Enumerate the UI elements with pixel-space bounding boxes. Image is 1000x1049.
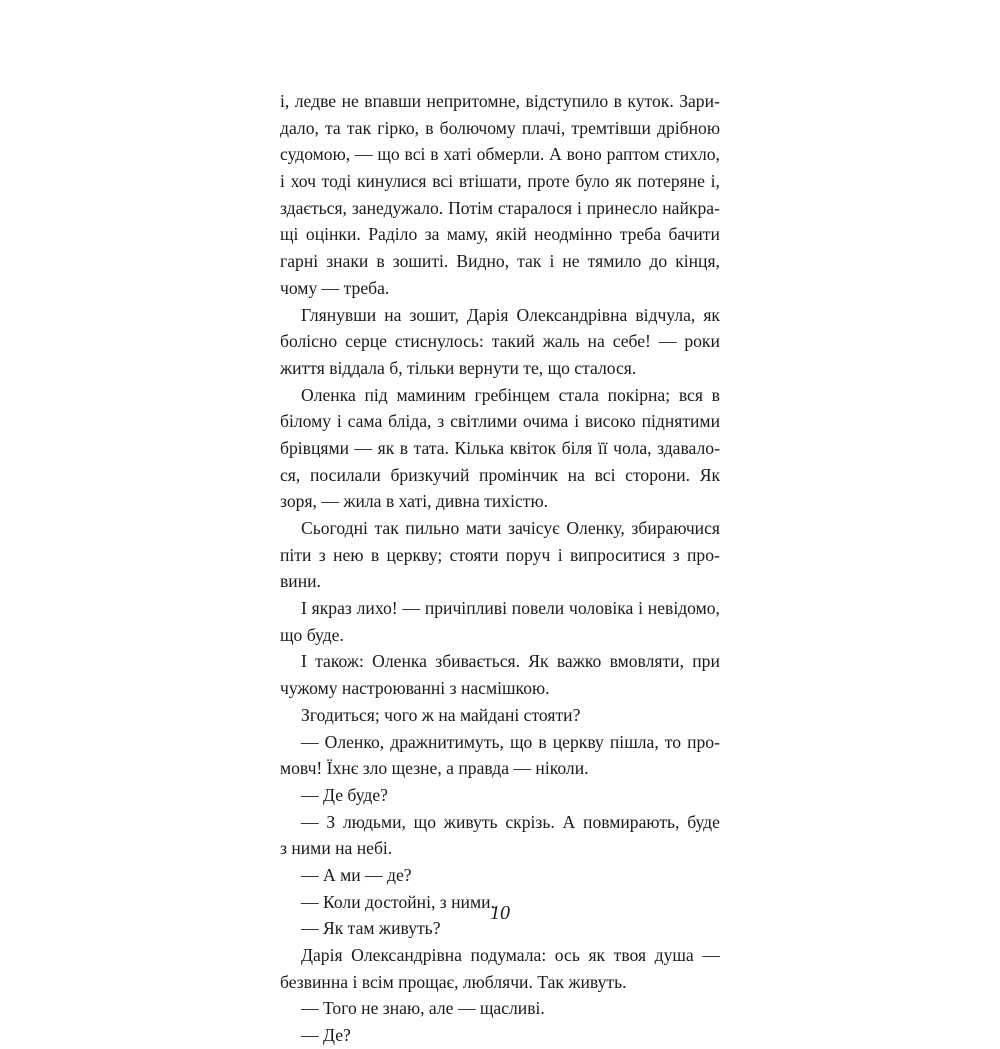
text-line (280, 168, 720, 195)
word: тремтівши (571, 117, 651, 138)
paragraph (280, 782, 720, 809)
text-line (280, 115, 720, 142)
word: так (346, 117, 372, 138)
word: чоловіка (569, 598, 634, 619)
word: кинулися (356, 171, 427, 192)
paragraph (280, 942, 720, 995)
word: ось (554, 945, 580, 965)
word: — (301, 731, 319, 752)
word: А (562, 811, 576, 832)
text-line (280, 221, 720, 248)
word: відступило (525, 91, 609, 111)
word: церкву (552, 731, 604, 752)
word: впавши (364, 91, 422, 111)
word: посилали (309, 464, 381, 485)
text-line (280, 435, 720, 462)
word: Олександрівна (516, 304, 628, 325)
word: в (711, 384, 720, 405)
text-line: — Як там живуть? (301, 918, 441, 939)
word: куток. (627, 91, 674, 111)
word: на (384, 304, 402, 325)
word: випроситися (569, 544, 666, 565)
word: лихо! (356, 598, 398, 619)
paragraph (280, 382, 720, 515)
word: що (510, 731, 533, 752)
text-line: з ними на небі. (280, 838, 393, 859)
word: поруч (505, 544, 551, 565)
text-line: життя віддала б, тільки вернути те, що сталося. (280, 357, 637, 378)
word: І (301, 651, 307, 672)
text-line: зоря, — жила в хаті, дивна тихістю. (280, 491, 549, 512)
word: на (587, 331, 605, 352)
word: маму, (446, 224, 489, 245)
word: стояти (449, 544, 499, 565)
word: при (692, 651, 720, 672)
paragraph (280, 595, 720, 648)
paragraph (280, 648, 720, 701)
word: гарні (280, 251, 319, 272)
word: в (370, 544, 380, 565)
word: плачі, (521, 117, 566, 138)
word: то (664, 731, 682, 752)
word: Дарія (301, 945, 343, 965)
text-line: — Де? (301, 1025, 351, 1046)
word: бризкучий (390, 464, 470, 485)
word: З (326, 811, 336, 832)
word: стиснулось: (394, 331, 484, 352)
word: людьми, (342, 811, 406, 832)
word: важко (556, 651, 602, 672)
word: оцінки. (305, 224, 361, 245)
text-line: безвинна і всім прощає, люблячи. Так живуть. (280, 971, 627, 992)
word: і (638, 598, 643, 619)
word: пильно (405, 518, 460, 538)
word: про- (687, 731, 720, 752)
paragraph (280, 862, 720, 889)
word: повмирають, (583, 811, 680, 832)
word: буде (687, 811, 720, 832)
word: невідомо, (647, 598, 720, 619)
text-line (280, 328, 720, 355)
word: Видно, (456, 251, 510, 272)
word: промінчик (479, 464, 558, 485)
word: та (325, 117, 341, 138)
word: дало, (280, 117, 319, 138)
word: душа (654, 945, 694, 965)
word: про- (687, 544, 720, 565)
text-line (280, 248, 720, 275)
word: в (613, 91, 622, 111)
word: тоді (321, 171, 352, 192)
word: зачісує (508, 518, 560, 538)
word: стихло, (664, 144, 720, 165)
paragraph (280, 515, 720, 595)
text-line (280, 542, 720, 569)
word: Як (528, 651, 549, 672)
word: твоя (613, 945, 647, 965)
word: болісно (280, 331, 338, 352)
word: раптом (606, 144, 660, 165)
word: хаті (443, 144, 472, 165)
text-line (280, 382, 720, 409)
word: покірна; (607, 384, 671, 405)
word: ледве (294, 91, 337, 111)
word: стала (558, 384, 599, 405)
word: світлими (450, 411, 518, 432)
word: дражнитимуть, (390, 731, 504, 752)
word: знаки (326, 251, 369, 272)
word: бачити (668, 224, 720, 245)
word: в (399, 437, 409, 458)
word: хоч (290, 171, 316, 192)
text-line: — Коли достойні, з ними. (301, 891, 495, 912)
word: білому (280, 411, 332, 432)
word: і (549, 251, 555, 272)
paragraph (280, 88, 720, 302)
word: з (672, 544, 680, 565)
text-line (280, 595, 720, 622)
word: біля (561, 437, 593, 458)
word: пішла, (609, 731, 659, 752)
word: Олександрівна (351, 945, 462, 965)
text-line (280, 195, 720, 222)
word: під (364, 384, 388, 405)
word: на (567, 464, 585, 485)
word: Зари- (679, 91, 720, 111)
word: ся, (280, 464, 301, 485)
text-line (280, 302, 720, 329)
word: в (425, 117, 434, 138)
word: Оленка (301, 384, 356, 405)
text-line: мовч! Їхнє зло щезне, а правда — ніколи. (280, 758, 589, 779)
word: щі (280, 224, 299, 245)
word: її (597, 437, 608, 458)
word: Сьогодні (301, 518, 368, 538)
word: обмерли. (476, 144, 545, 165)
word: збираючися (631, 518, 720, 538)
word: — (658, 331, 677, 352)
text-line: чужому настроюванні з насмішкою. (280, 678, 550, 699)
word: — (402, 598, 421, 619)
word: гребінцем (474, 384, 550, 405)
word: Раділо (368, 224, 418, 245)
word: дрібною (657, 117, 720, 138)
word: — (301, 811, 319, 832)
word: живуть (443, 811, 498, 832)
paragraph (280, 302, 720, 382)
word: принесло (586, 197, 658, 218)
word: Оленко, (324, 731, 385, 752)
word: мати (465, 518, 502, 538)
word: гірко, (377, 117, 420, 138)
paragraph (280, 809, 720, 862)
word: здається, (280, 197, 347, 218)
paragraph (280, 702, 720, 729)
word: Оленку, (566, 518, 625, 538)
word: жаль (542, 331, 580, 352)
word: всі (432, 171, 454, 192)
word: не (562, 251, 580, 272)
word: і (576, 197, 582, 218)
word: занедужало. (351, 197, 444, 218)
word: якраз (311, 598, 352, 619)
word: і (557, 544, 563, 565)
word: подумала: (470, 945, 547, 965)
word: в (538, 731, 547, 752)
word: і, (710, 171, 720, 192)
word: відчула, (635, 304, 696, 325)
word: і, (280, 91, 290, 111)
word: і (574, 411, 580, 432)
word: зошит, (409, 304, 459, 325)
text-line (280, 88, 720, 115)
text-line: Згодиться; чого ж на майдані стояти? (301, 704, 581, 725)
word: Дарія (466, 304, 509, 325)
word: що (413, 811, 437, 832)
word: проте (527, 171, 570, 192)
word: роки (684, 331, 720, 352)
word: сама (347, 411, 383, 432)
word: маминим (396, 384, 466, 405)
text-line (280, 809, 720, 836)
text-line (280, 942, 720, 969)
text-line: вини. (280, 571, 321, 592)
word: тата. (413, 437, 449, 458)
word: Кілька (454, 437, 505, 458)
word: себе! (612, 331, 651, 352)
word: старалося (497, 197, 573, 218)
word: потеряне (637, 171, 705, 192)
text-line: що буде. (280, 624, 344, 645)
word: очима (522, 411, 569, 432)
word: з (437, 411, 445, 432)
word: бліда, (388, 411, 432, 432)
text-line (280, 462, 720, 489)
text-line (280, 408, 720, 435)
text-line (280, 648, 720, 675)
word: так (517, 251, 542, 272)
word: Оленка (372, 651, 427, 672)
word: як (703, 304, 720, 325)
word: воно (566, 144, 602, 165)
word: високо (584, 411, 636, 432)
word: брівцями (280, 437, 350, 458)
word: в (376, 251, 385, 272)
word: піднятими (641, 411, 720, 432)
word: Як (699, 464, 720, 485)
word: здавало- (657, 437, 720, 458)
word: також: (315, 651, 364, 672)
word: Потім (448, 197, 494, 218)
word: — (702, 945, 720, 965)
paragraph (280, 729, 720, 782)
word: всі (594, 464, 616, 485)
word: так (374, 518, 399, 538)
text-line (280, 141, 720, 168)
word: неодмінно (534, 224, 613, 245)
word: в (430, 144, 439, 165)
word: кінця, (675, 251, 720, 272)
word: такий (491, 331, 535, 352)
word: непритомне, (426, 91, 521, 111)
word: збивається. (435, 651, 521, 672)
word: Глянувши (301, 304, 377, 325)
text-line: — А ми — де? (301, 864, 412, 885)
word: судомою, (280, 144, 351, 165)
word: за (424, 224, 440, 245)
word: як (588, 945, 606, 965)
word: квіток (509, 437, 557, 458)
word: було (575, 171, 610, 192)
word: болючому (439, 117, 516, 138)
word: треба (619, 224, 662, 245)
word: вся (678, 384, 703, 405)
word: чола, (613, 437, 652, 458)
word: А (549, 144, 562, 165)
word: найкра- (662, 197, 720, 218)
word: піти (280, 544, 312, 565)
page-number: 10 (490, 902, 510, 924)
word: не (341, 91, 359, 111)
word: і (336, 411, 342, 432)
word: зошиті. (392, 251, 449, 272)
word: церкву; (386, 544, 443, 565)
word: тямило (587, 251, 642, 272)
word: до (649, 251, 668, 272)
word: — (354, 437, 373, 458)
word: І (301, 598, 307, 619)
text-line: — Де буде? (301, 784, 388, 805)
word: з (318, 544, 326, 565)
word: сторони. (625, 464, 691, 485)
word: як (377, 437, 395, 458)
word: скрізь. (505, 811, 555, 832)
word: як (615, 171, 632, 192)
word: причіпливі (424, 598, 507, 619)
word: — (354, 144, 373, 165)
word: вмовляти, (609, 651, 684, 672)
text-line (280, 515, 720, 542)
text-line (280, 729, 720, 756)
paragraph (280, 995, 720, 1022)
word: якій (495, 224, 527, 245)
text-line: чому — треба. (280, 277, 390, 298)
word: що (377, 144, 400, 165)
word: серце (345, 331, 387, 352)
word: нею (333, 544, 364, 565)
text-line: — Того не знаю, але — щасливі. (301, 998, 545, 1019)
word: всі (404, 144, 426, 165)
paragraph (280, 1022, 720, 1049)
word: повели (511, 598, 565, 619)
word: і (280, 171, 285, 192)
word: втішати, (458, 171, 522, 192)
